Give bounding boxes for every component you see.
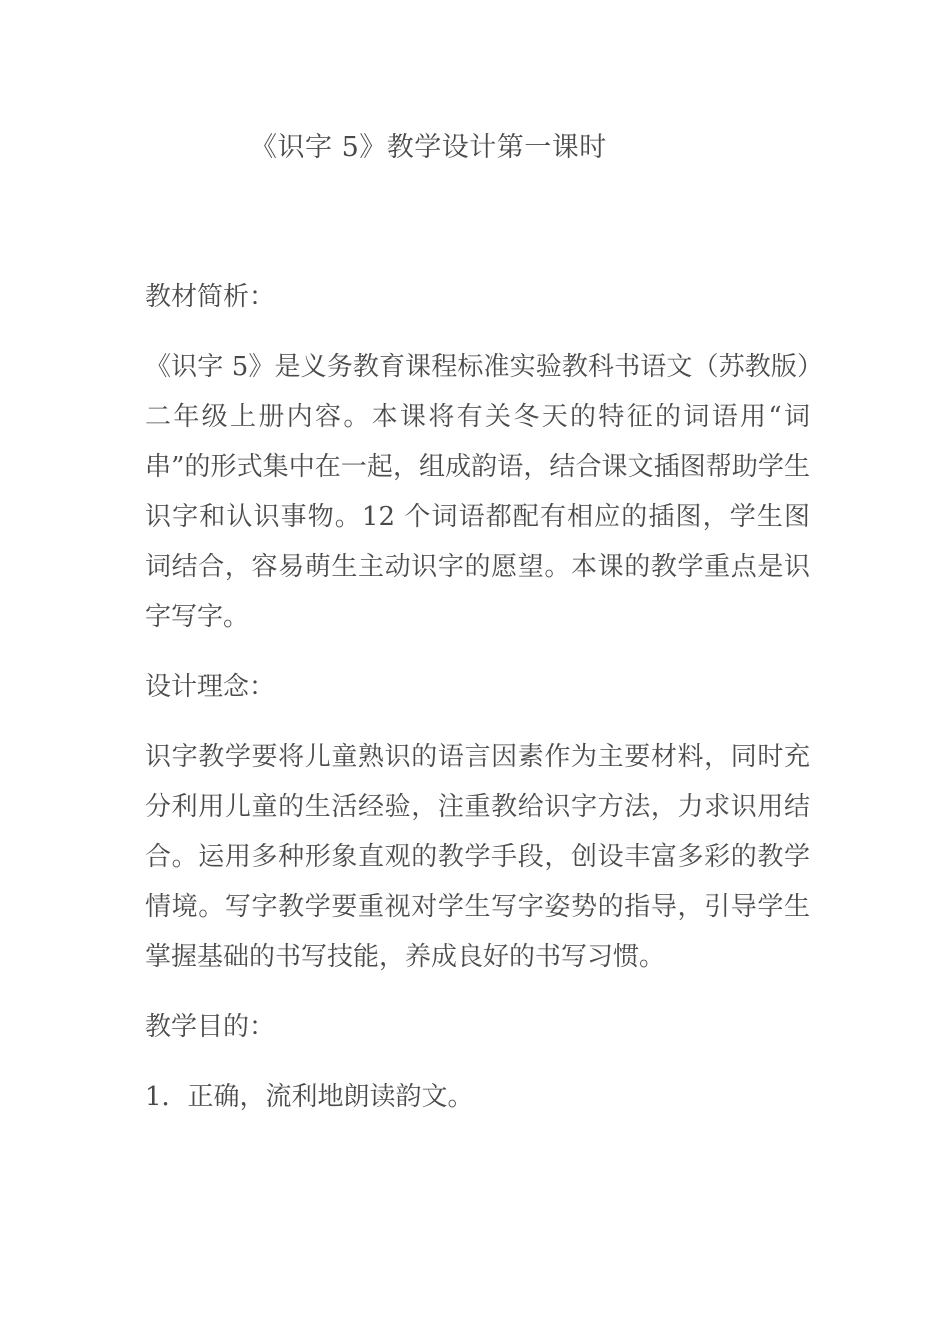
- document-title: 《识字 5》教学设计第一课时: [250, 132, 607, 163]
- paragraph-design-concept: 识字教学要将儿童熟识的语言因素作为主要材料，同时充分利用儿童的生活经验，注重教给识字方法，力求识用结合。运用多种形象直观的教学手段，创设丰富多彩的教学情境。写字教学要重视对学生写字姿势的指导，引导学生掌握基础的书写技能，养成良好的书写习惯。: [145, 742, 810, 972]
- section-heading-design-concept: 设计理念：: [145, 672, 276, 702]
- paragraph-textbook-analysis: 《识字 5》是义务教育课程标准实验教科书语文（苏教版）二年级上册内容。本课将有关冬天的特征的词语用“词串”的形式集中在一起，组成韵语，结合课文插图帮助学生识字和认识事物。12 个词语都配有相应的插图，学生图词结合，容易萌生主动识字的愿望。本课的教学重点是识字写字。: [145, 352, 810, 632]
- document-body: [145, 272, 810, 1142]
- list-item-objective-1: 1．正确，流利地朗读韵文。: [145, 1082, 474, 1112]
- section-heading-textbook-analysis: 教材简析：: [145, 282, 276, 312]
- section-heading-teaching-objectives: 教学目的：: [145, 1012, 276, 1042]
